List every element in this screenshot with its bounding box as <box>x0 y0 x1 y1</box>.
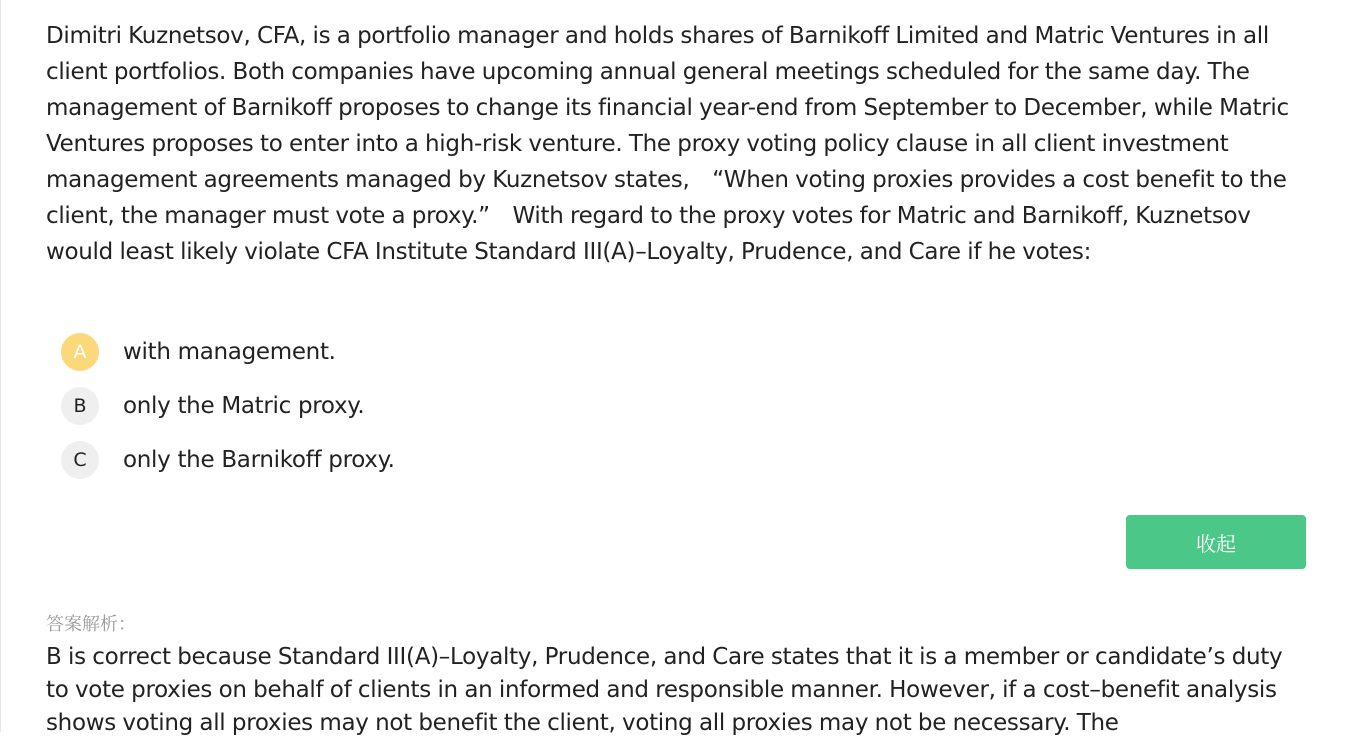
option-b-text: only the Matric proxy. <box>123 393 365 419</box>
option-c[interactable] <box>61 440 395 480</box>
option-a[interactable] <box>61 332 395 372</box>
option-b-badge[interactable]: B <box>61 387 99 425</box>
question-stem: Dimitri Kuznetsov, CFA, is a portfolio manager and holds shares of Barnikoff Limited and Matric Ventures in all client portfolios. Both companies have upcoming annual general meetings scheduled for the same day. The management of Barnikoff proposes to change its financial year-end from September to December, while Matric Ventures proposes to enter into a high-risk venture. The proxy voting policy clause in all client investment management agreements managed by Kuznetsov states, “When voting proxies provides a cost benefit to the client, the manager must vote a proxy.” With regard to the proxy votes for Matric and Barnikoff, Kuznetsov would least likely violate CFA Institute Standard III(A)–Loyalty, Prudence, and Care if he votes: <box>46 23 1289 265</box>
option-a-text: with management. <box>123 339 336 365</box>
collapse-button[interactable]: 收起 <box>1126 515 1306 569</box>
option-a-badge[interactable]: A <box>61 333 99 371</box>
left-divider <box>0 0 1 732</box>
option-c-badge[interactable]: C <box>61 441 99 479</box>
analysis-text: B is correct because Standard III(A)–Loyalty, Prudence, and Care states that it is a member or candidate’s duty to vote proxies on behalf of clients in an informed and responsible manner. However, if a cost–benefit analysis shows voting all proxies may not benefit the client, voting all proxies may not be necessary. The <box>46 644 1283 736</box>
option-c-text: only the Barnikoff proxy. <box>123 447 395 473</box>
answer-options <box>61 332 395 494</box>
analysis-label: 答案解析： <box>46 614 136 635</box>
option-b[interactable] <box>61 386 395 426</box>
